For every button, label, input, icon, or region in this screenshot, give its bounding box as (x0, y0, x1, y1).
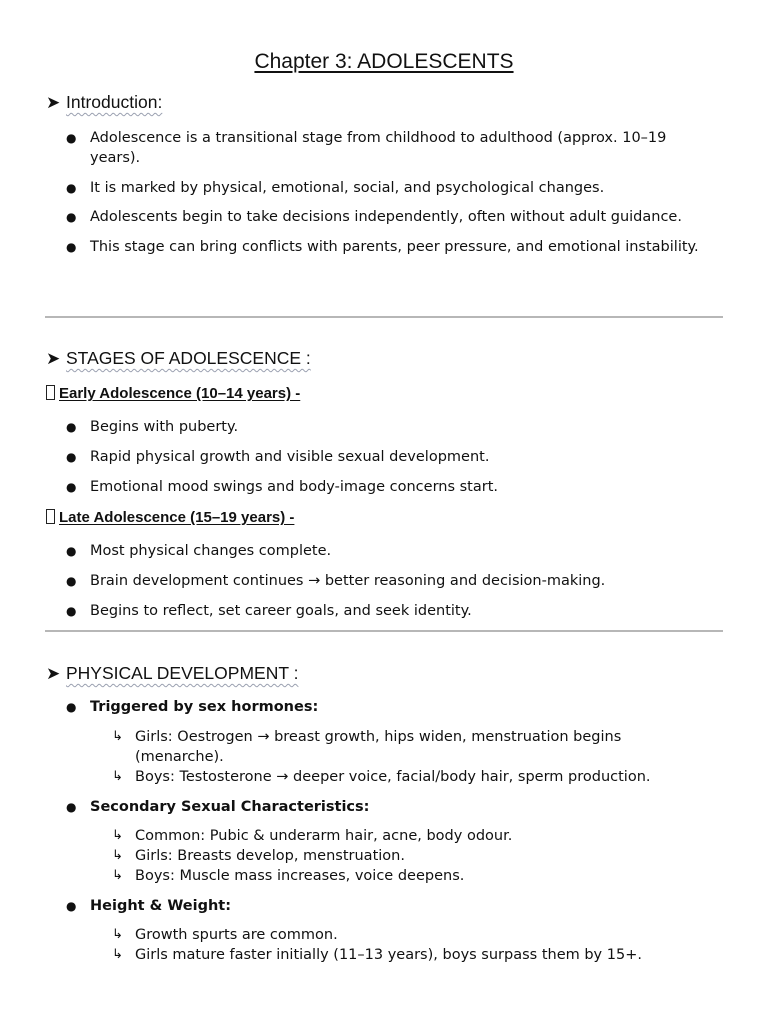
list-item: ● Most physical changes complete. (66, 543, 332, 559)
sub-list-item: ↳ Girls: Breasts develop, menstruation. (112, 848, 405, 864)
bullet-dot-icon: ● (66, 574, 77, 588)
bullet-dot-icon: ● (66, 181, 77, 195)
bullet-dot-icon: ● (66, 240, 77, 254)
list-item: ● Brain development continues → better reasoning and decision-making. (66, 573, 606, 589)
curved-arrow-icon: ↳ (112, 729, 123, 744)
list-item: ● Emotional mood swings and body-image concerns start. (66, 479, 499, 495)
list-item: ● This stage can bring conflicts with parents, peer pressure, and emotional instability. (66, 239, 699, 255)
section-heading-stages: ➤ STAGES OF ADOLESCENCE : (46, 348, 311, 368)
curved-arrow-icon: ↳ (112, 828, 123, 843)
divider (45, 630, 723, 632)
section-heading-introduction: ➤ Introduction: (46, 92, 163, 112)
checkbox-icon (46, 509, 55, 524)
curved-arrow-icon: ↳ (112, 947, 123, 962)
sub-list-item: ↳ Boys: Muscle mass increases, voice deepens. (112, 868, 465, 884)
bullet-dot-icon: ● (66, 700, 77, 714)
bullet-dot-icon: ● (66, 450, 77, 464)
curved-arrow-icon: ↳ (112, 769, 123, 784)
list-item: ● Adolescence is a transitional stage from childhood to adulthood (approx. 10–19 years). (66, 130, 667, 166)
bullet-dot-icon: ● (66, 544, 77, 558)
list-item-group: ● Height & Weight: (66, 898, 232, 914)
arrowhead-icon: ➤ (46, 664, 61, 683)
sub-list-item: ↳ Growth spurts are common. (112, 927, 338, 943)
sub-list-item: ↳ Common: Pubic & underarm hair, acne, body odour. (112, 828, 513, 844)
curved-arrow-icon: ↳ (112, 848, 123, 863)
subheading-early-adolescence: Early Adolescence (10–14 years) - (46, 385, 300, 402)
bullet-dot-icon: ● (66, 131, 77, 145)
bullet-dot-icon: ● (66, 210, 77, 224)
bullet-dot-icon: ● (66, 480, 77, 494)
curved-arrow-icon: ↳ (112, 927, 123, 942)
bullet-dot-icon: ● (66, 420, 77, 434)
bullet-dot-icon: ● (66, 899, 77, 913)
list-item: ● Begins with puberty. (66, 419, 239, 435)
sub-list-item: ↳ Girls mature faster initially (11–13 years), boys surpass them by 15+. (112, 947, 642, 963)
arrowhead-icon: ➤ (46, 93, 61, 112)
list-item: ● Rapid physical growth and visible sexual development. (66, 449, 490, 465)
list-item-group: ● Secondary Sexual Characteristics: (66, 799, 370, 815)
section-heading-physical-development: ➤ PHYSICAL DEVELOPMENT : (46, 663, 299, 683)
sub-list-item: ↳ Boys: Testosterone → deeper voice, facial/body hair, sperm production. (112, 769, 651, 785)
list-item: ● Adolescents begin to take decisions independently, often without adult guidance. (66, 209, 682, 225)
curved-arrow-icon: ↳ (112, 868, 123, 883)
divider (45, 316, 723, 318)
list-item-group: ● Triggered by sex hormones: (66, 699, 319, 715)
checkbox-icon (46, 385, 55, 400)
list-item: ● Begins to reflect, set career goals, and seek identity. (66, 603, 472, 619)
bullet-dot-icon: ● (66, 800, 77, 814)
arrowhead-icon: ➤ (46, 349, 61, 368)
subheading-late-adolescence: Late Adolescence (15–19 years) - (46, 509, 294, 526)
page-title: Chapter 3: ADOLESCENTS (254, 50, 514, 73)
list-item: ● It is marked by physical, emotional, social, and psychological changes. (66, 180, 605, 196)
bullet-dot-icon: ● (66, 604, 77, 618)
sub-list-item: ↳ Girls: Oestrogen → breast growth, hips widen, menstruation begins (menarche). (112, 729, 622, 765)
